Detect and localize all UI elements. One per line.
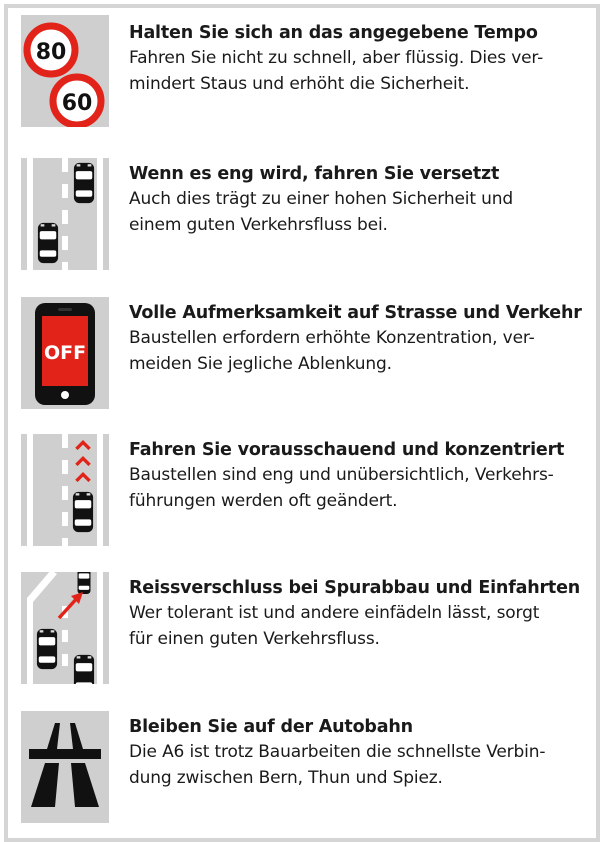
tip-description: Auch dies trägt zu einer hohen Sicherheit und einem guten Verkehrsfluss bei. [129,189,513,235]
speed-sign-80: 80 [35,40,67,65]
tip-title: Wenn es eng wird, fahren Sie versetzt [129,164,500,184]
speed-sign-60: 60 [61,91,93,116]
phone-screen-text: OFF [43,342,87,364]
tip-title: Reissverschluss bei Spurabbau und Einfahrten [129,578,580,598]
phone-off-icon [21,297,109,409]
zipper-merge-icon [21,572,109,684]
tip-title: Halten Sie sich an das angegebene Tempo [129,23,538,43]
tip-description: Fahren Sie nicht zu schnell, aber flüssig. Dies ver- mindert Staus und erhöht die Sicherheit. [129,48,544,94]
tip-description: Baustellen erfordern erhöhte Konzentration, ver- meiden Sie jegliche Ablenkung. [129,328,535,374]
speed-limit-signs-icon [21,15,109,127]
car-lookahead-icon [21,434,109,546]
tip-description: Wer tolerant ist und andere einfädeln lässt, sorgt für einen guten Verkehrsfluss. [129,603,540,649]
tip-description: Baustellen sind eng und unübersichtlich, Verkehrs- führungen werden oft geändert. [129,465,554,511]
tip-title: Fahren Sie vorausschauend und konzentriert [129,440,565,460]
motorway-icon [21,711,109,823]
staggered-cars-icon [21,158,109,270]
tip-title: Bleiben Sie auf der Autobahn [129,717,413,737]
tip-title: Volle Aufmerksamkeit auf Strasse und Verkehr [129,303,582,323]
tip-description: Die A6 ist trotz Bauarbeiten die schnellste Verbin- dung zwischen Bern, Thun und Spiez. [129,742,546,788]
tips-panel [4,4,600,842]
